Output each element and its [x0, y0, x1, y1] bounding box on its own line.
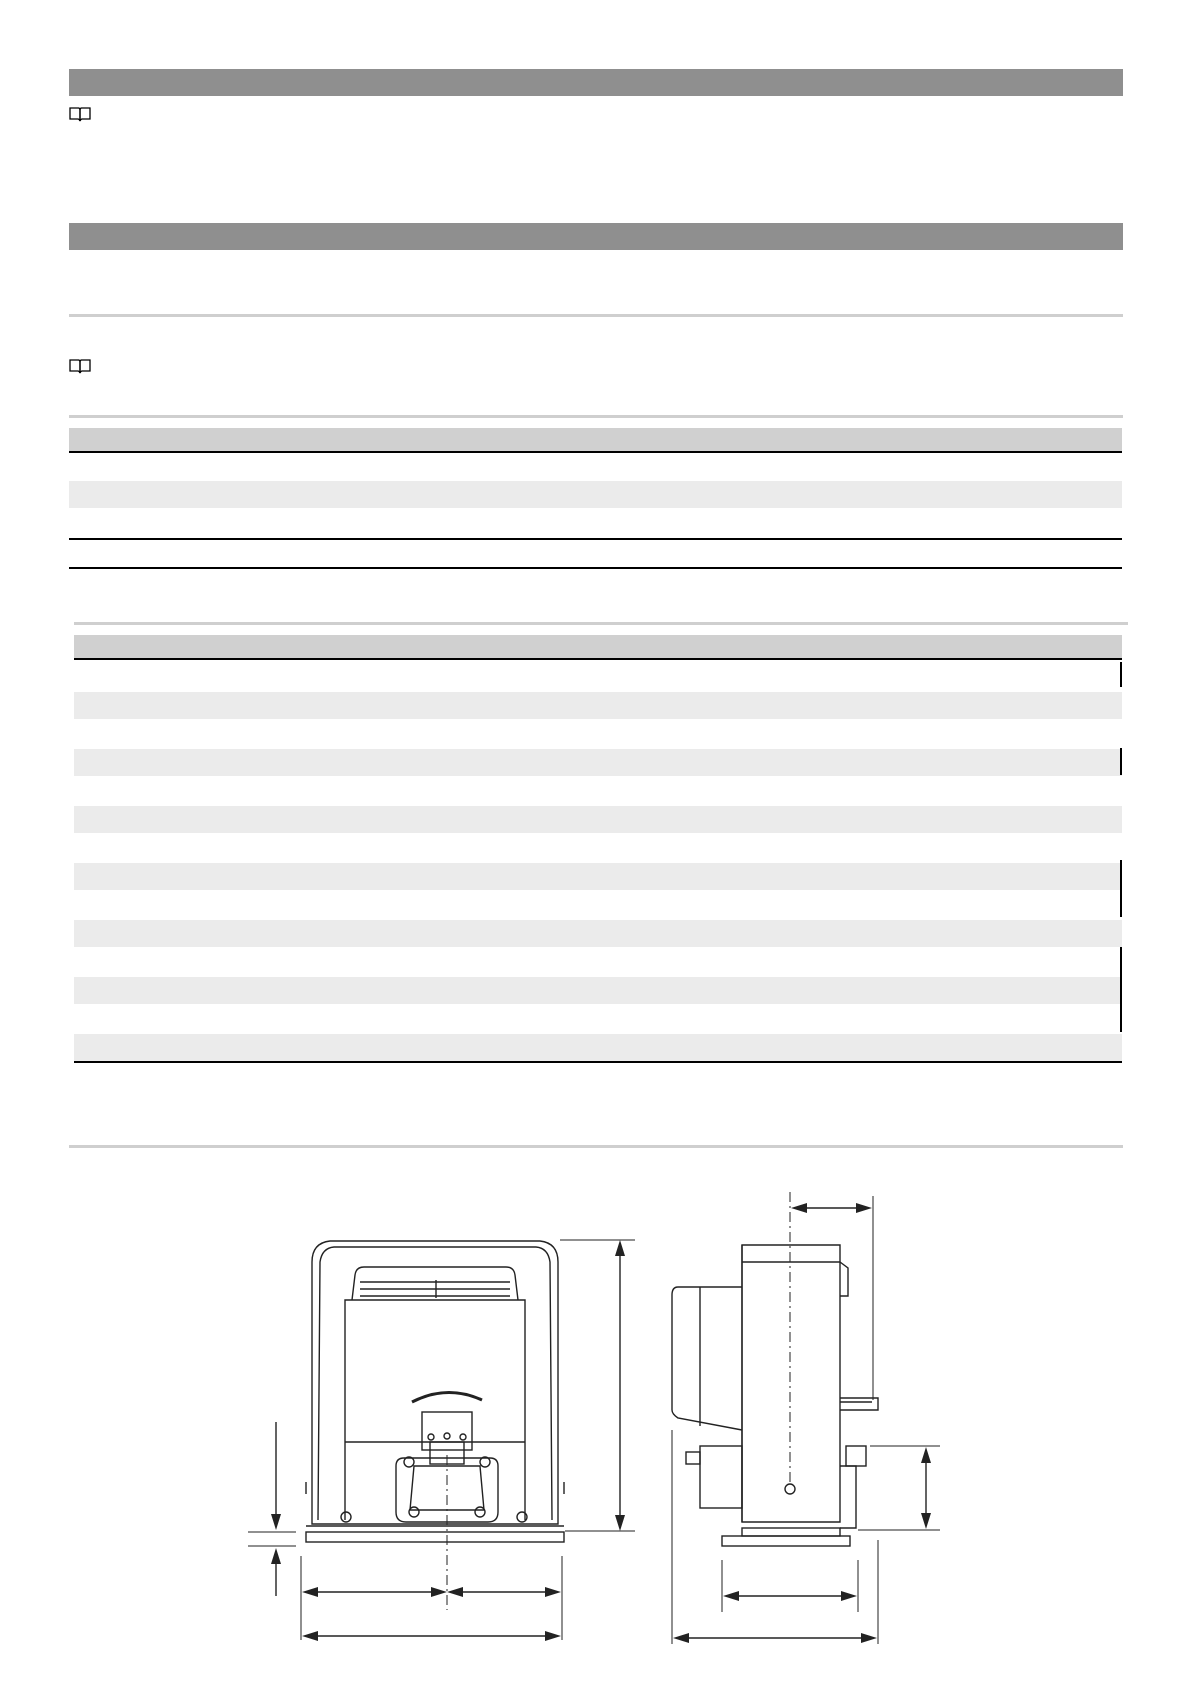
- side-view-drawing: [672, 1192, 940, 1644]
- front-view-drawing: [248, 1240, 635, 1640]
